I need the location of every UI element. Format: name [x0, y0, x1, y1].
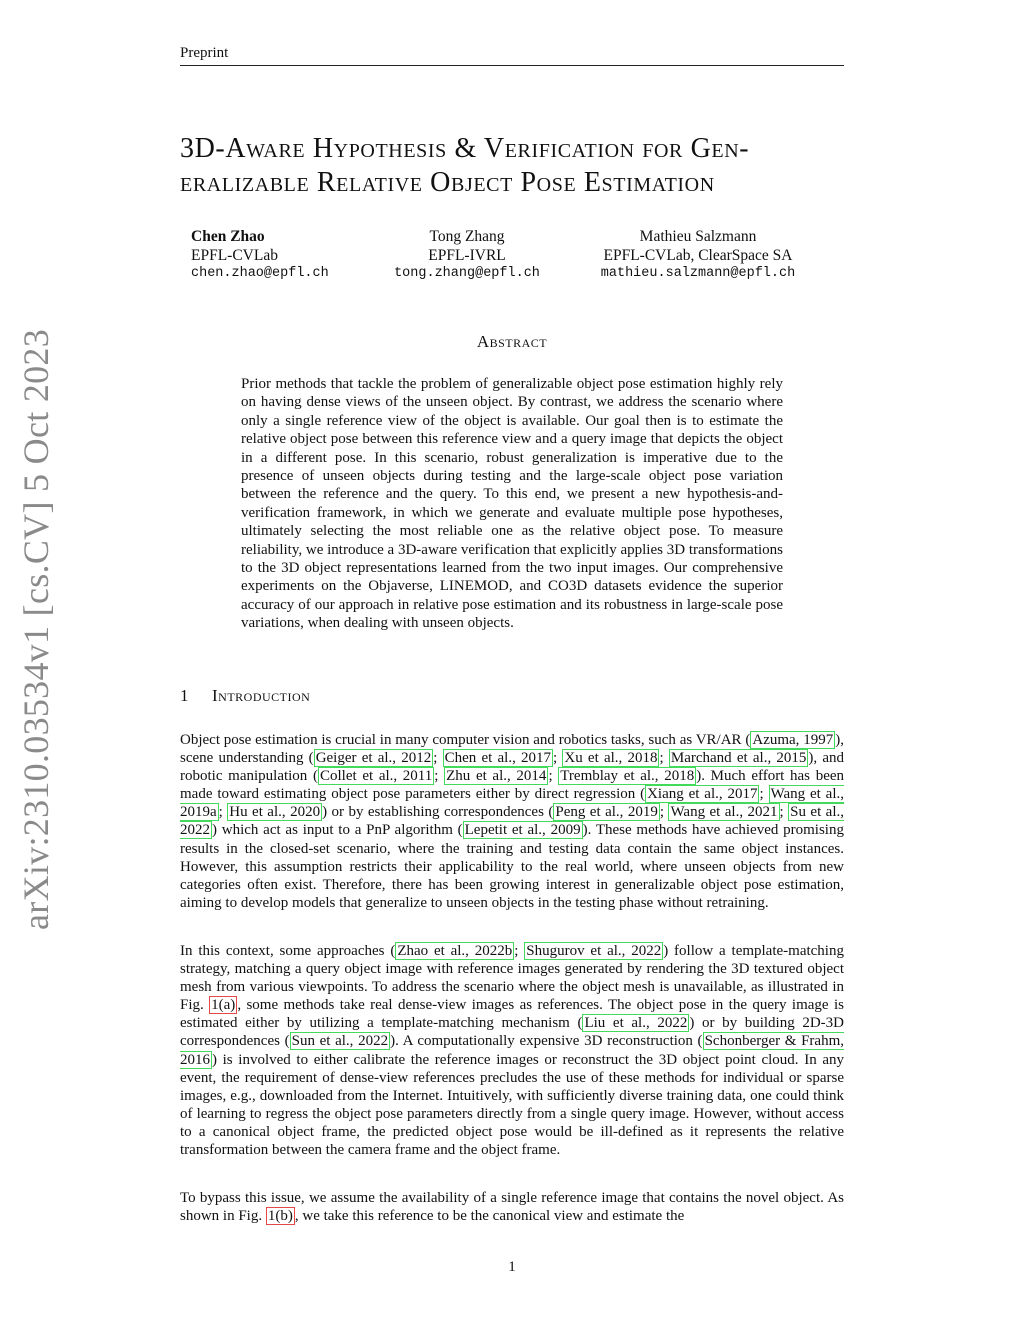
text-run: ). These methods have achieved promising results in the closed-set scenario, where the training and testing data contain the same object instances. However, this assumption restricts their applicability to the real world, where unseen objects from new categories often exist. Therefore, there has been growing interest in generalizable object pose estimation, aiming to develop models that generalize to unseen objects in the testing phase without retraining. [180, 822, 844, 911]
text-run: ; [659, 750, 669, 767]
text-run: ; [218, 804, 228, 821]
citation-link[interactable]: Wang et al., 2021 [670, 804, 778, 821]
author-block [586, 228, 810, 284]
running-head: Preprint [180, 44, 844, 66]
text-run: ; [779, 804, 789, 821]
author-affiliation: EPFL-CVLab, ClearSpace SA [603, 246, 793, 264]
page-number: 1 [508, 1259, 516, 1275]
text-run: ) or by building 2D-3D correspondences ( [180, 1015, 844, 1050]
citation-link[interactable]: Peng et al., 2019 [555, 804, 658, 821]
title-line-1: 3D-Aware Hypothesis & Verification for Gen- [180, 133, 750, 164]
citation-link[interactable]: Zhu et al., 2014 [446, 768, 547, 785]
author-block [382, 228, 552, 284]
citation-link[interactable]: Liu et al., 2022 [584, 1015, 688, 1032]
text-run: , we take this reference to be the canonical view and estimate the [294, 1208, 685, 1225]
citation-link[interactable]: Geiger et al., 2012 [315, 750, 432, 767]
text-run: ) which act as input to a PnP algorithm ( [212, 822, 463, 839]
section-title: Introduction [212, 686, 311, 705]
author-block [191, 228, 361, 284]
text-run: ), scene understanding ( [180, 732, 844, 767]
text-run: ; [514, 943, 525, 959]
intro-paragraph-2 [180, 942, 844, 1159]
text-run: ) is involved to either calibrate the reference images or reconstruct the 3D object point cloud. In any event, the requirement of dense-view references precludes the use of these methods for individual or sparse images, e.g., downloaded from the Internet. Intuitively, with sufficiently diverse training data, one could think of learning to regress the object pose parameters directly from a single query image. However, without access to a canonical object frame, the predicted object pose would be ill-defined as it represents the relative transformation between the camera frame and the object frame. [180, 1051, 844, 1159]
text-run: To bypass this issue, we assume the availability of a single reference image that contains the novel object. As shown in Fig. [180, 1190, 844, 1225]
author-email[interactable]: chen.zhao@epfl.ch [191, 266, 329, 281]
section-number: 1 [180, 686, 189, 705]
text-run: ) or by establishing correspondences ( [322, 804, 554, 821]
citation-link[interactable]: Tremblay et al., 2018 [560, 768, 695, 785]
citation-link[interactable]: Wang et al., 2019a [180, 786, 844, 821]
text-run: ; [553, 750, 563, 767]
citation-link[interactable]: Xiang et al., 2017 [647, 786, 758, 803]
abstract-heading: Abstract [476, 332, 548, 351]
author-email[interactable]: tong.zhang@epfl.ch [394, 266, 540, 281]
abstract-text: Prior methods that tackle the problem of generalizable object pose estimation highly rely on having dense views of the unseen object. By contrast, we address the scenario where only a single reference view of the object is available. Our goal then is to estimate the relative object pose between this reference view and a query image that depicts the object in a different pose. In this scenario, robust generalization is imperative due to the presence of unseen objects during testing and the large-scale object pose variation between the reference and the query. To this end, we present a new hypothesis-and-verification framework, in which we generate and evaluate multiple pose hypotheses, ultimately selecting the most reliable one as the relative object pose. To measure reliability, we introduce a 3D-aware verification that explicitly applies 3D transformations to the 3D object representations learned from the two input images. Our comprehensive experiments on the Objaverse, LINEMOD, and CO3D datasets evidence the superior accuracy of our approach in relative pose estimation and its robustness in large-scale pose variations, when dealing with unseen objects. [241, 376, 783, 632]
text-run: ; [433, 750, 443, 767]
citation-link[interactable]: Collet et al., 2011 [319, 768, 433, 785]
citation-link[interactable]: Azuma, 1997 [752, 732, 834, 748]
text-run: Object pose estimation is crucial in many computer vision and robotics tasks, such as VR/AR ( [180, 732, 751, 748]
text-run: ), and robotic manipulation ( [180, 750, 845, 785]
citation-link[interactable]: Lepetit et al., 2009 [464, 822, 581, 839]
text-run: ). A computationally expensive 3D reconstruction ( [390, 1033, 703, 1050]
citation-link[interactable]: Chen et al., 2017 [444, 750, 552, 767]
figure-ref-link[interactable]: 1(b) [267, 1208, 293, 1225]
section-heading-introduction [180, 686, 844, 706]
author-name: Tong Zhang [429, 228, 505, 245]
paper-title [180, 132, 848, 200]
intro-paragraph-3 [180, 1189, 844, 1225]
citation-link[interactable]: Su et al., 2022 [180, 804, 845, 839]
text-run: , some methods take real dense-view images as references. The object pose in the query image is estimated either by utilizing a template-matching mechanism ( [180, 997, 844, 1032]
text-run: ; [548, 768, 559, 785]
figure-ref-link[interactable]: 1(a) [211, 997, 236, 1014]
text-run: ) follow a template-matching strategy, matching a query object image with reference images generated by rendering the 3D textured object mesh from various viewpoints. To address the scenario where the object mesh is unavailable, as illustrated in Fig. [180, 943, 844, 1014]
author-name: Mathieu Salzmann [639, 228, 757, 245]
citation-link[interactable]: Shugurov et al., 2022 [526, 943, 662, 959]
text-run: In this context, some approaches ( [180, 943, 396, 959]
author-affiliation: EPFL-CVLab [191, 246, 278, 264]
citation-link[interactable]: Xu et al., 2018 [564, 750, 658, 767]
author-affiliation: EPFL-IVRL [428, 246, 506, 264]
author-name: Chen Zhao [191, 228, 265, 245]
citation-link[interactable]: Sun et al., 2022 [291, 1033, 389, 1050]
arxiv-stamp: arXiv:2310.03534v1 [cs.CV] 5 Oct 2023 [16, 328, 56, 930]
text-run: ). Much effort has been made toward estimating object pose parameters either by direct regression ( [180, 768, 845, 803]
citation-link[interactable]: Marchand et al., 2015 [670, 750, 807, 767]
title-line-2: eralizable Relative Object Pose Estimation [180, 167, 715, 198]
text-run: ; [434, 768, 445, 785]
text-run: ; [659, 804, 669, 821]
citation-link[interactable]: Zhao et al., 2022b [397, 943, 513, 959]
intro-paragraph-1 [180, 731, 844, 912]
citation-link[interactable]: Hu et al., 2020 [229, 804, 321, 821]
text-run: ; [759, 786, 769, 803]
author-email[interactable]: mathieu.salzmann@epfl.ch [600, 266, 796, 281]
citation-link[interactable]: Schonberger & Frahm, 2016 [180, 1033, 844, 1068]
